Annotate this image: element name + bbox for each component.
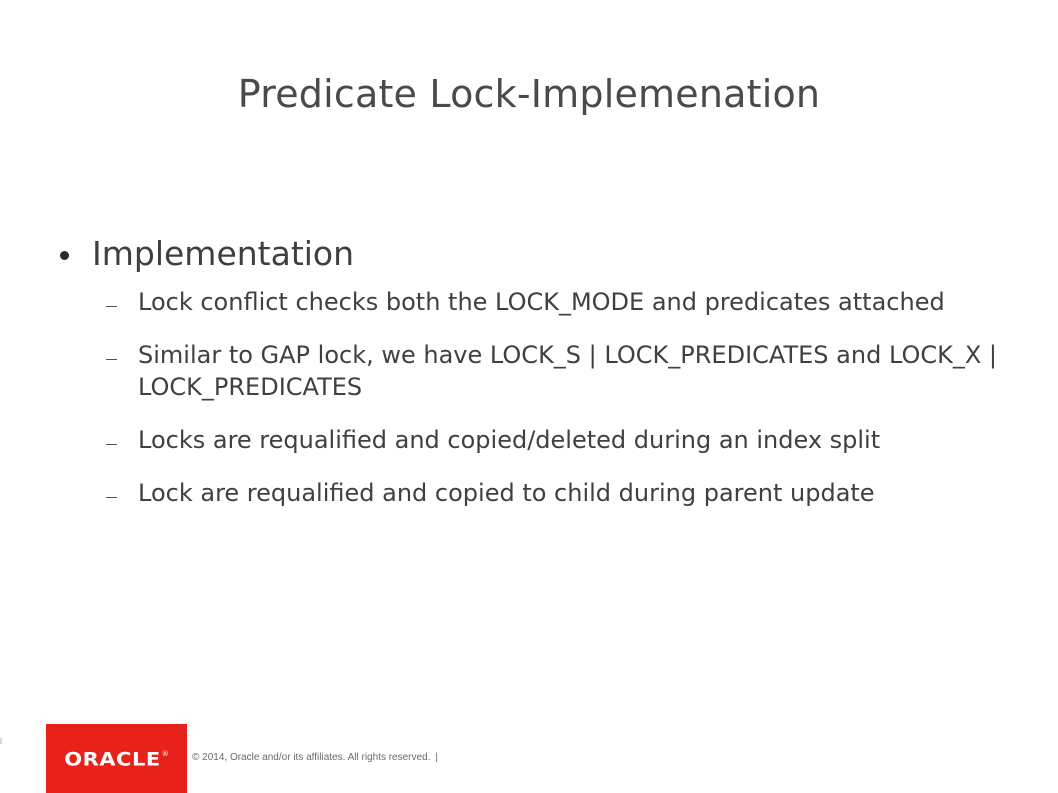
sub-bullet-list bbox=[56, 286, 1036, 509]
oracle-logo-text: ORACLE bbox=[64, 747, 161, 770]
dash-bullet-icon bbox=[106, 306, 117, 307]
list-item-text: Similar to GAP lock, we have LOCK_S | LOCK_PREDICATES and LOCK_X | LOCK_PREDICATES bbox=[138, 341, 997, 401]
copyright-notice bbox=[192, 752, 438, 763]
slide-title: Predicate Lock-Implemenation bbox=[237, 72, 821, 116]
oracle-logo bbox=[46, 724, 187, 793]
dash-bullet-icon bbox=[106, 359, 117, 360]
list-item bbox=[56, 477, 1036, 509]
list-item-text: Locks are requalified and copied/deleted during an index split bbox=[138, 426, 881, 454]
registered-mark: ® bbox=[161, 750, 169, 758]
slide-content bbox=[56, 232, 1036, 530]
list-item-text: Lock are requalified and copied to child during parent update bbox=[138, 479, 875, 507]
bullet-dot-icon bbox=[60, 251, 69, 260]
bullet-heading-text: Implementation bbox=[92, 234, 355, 273]
dash-bullet-icon bbox=[106, 444, 117, 445]
list-item bbox=[56, 424, 1036, 456]
list-item-text: Lock conflict checks both the LOCK_MODE and predicates attached bbox=[138, 288, 945, 316]
footer-separator: | bbox=[435, 752, 439, 763]
copyright-text: © 2014, Oracle and/or its affiliates. All rights reserved. bbox=[192, 752, 431, 763]
slide-footer bbox=[0, 715, 1058, 793]
dash-bullet-icon bbox=[106, 497, 117, 498]
list-item bbox=[56, 286, 1036, 318]
bullet-heading bbox=[56, 232, 1036, 276]
list-item bbox=[56, 339, 1036, 403]
